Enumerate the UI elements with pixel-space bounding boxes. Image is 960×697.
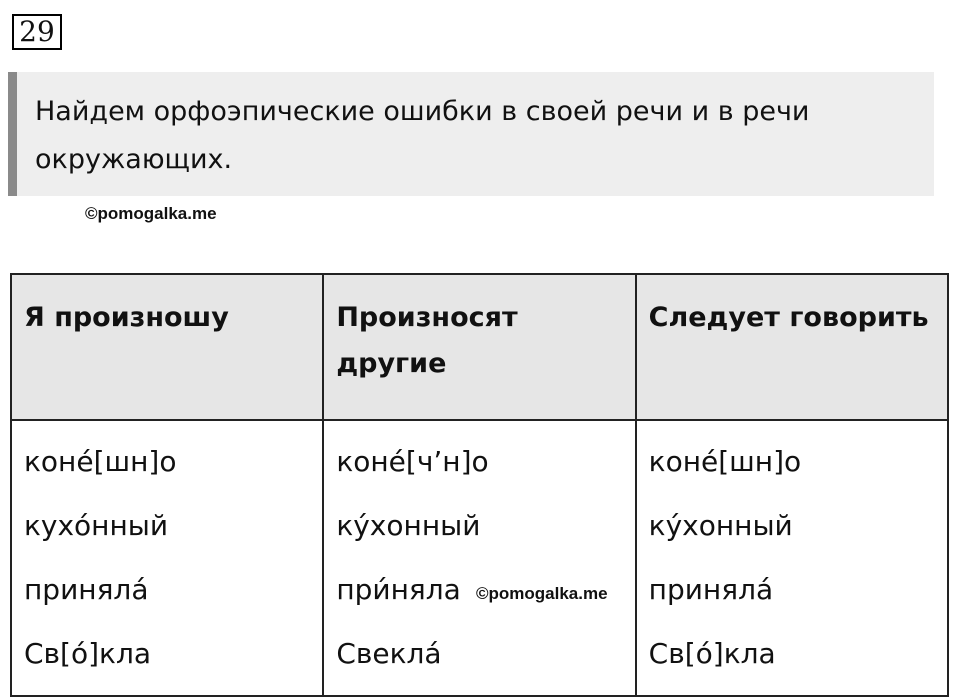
word-cell: коне́[ч’н]о — [336, 445, 489, 478]
word-cell: ку́хонный — [648, 509, 793, 542]
task-text: Найдем орфоэпические ошибки в своей речи и в речи окружающих. — [35, 96, 810, 175]
word-cell: кухо́нный — [24, 509, 169, 542]
watermark: ©pomogalka.me — [476, 584, 608, 603]
column-others-pronounce — [323, 420, 635, 696]
pronunciation-table — [10, 273, 949, 697]
table-header-row — [11, 274, 948, 420]
header-others-pronounce: Произносят другие — [323, 274, 635, 420]
task-number: 29 — [12, 14, 62, 50]
header-i-pronounce: Я произношу — [11, 274, 323, 420]
word-cell: ку́хонный — [336, 509, 481, 542]
word-cell: Св[ó]кла — [24, 637, 151, 670]
word-cell: приняла́ — [648, 573, 774, 606]
word-cell: Св[ó]кла — [648, 637, 776, 670]
column-should-say — [636, 420, 948, 696]
word-cell: приняла́ — [24, 573, 149, 606]
column-i-pronounce — [11, 420, 323, 696]
word-cell: Свекла́ — [336, 637, 442, 670]
task-box — [8, 72, 934, 196]
word-cell: коне́[шн]о — [648, 445, 802, 478]
word-cell: коне́[шн]о — [24, 445, 177, 478]
word-cell: при́няла — [336, 573, 461, 606]
table-row — [11, 420, 948, 696]
header-should-say: Следует говорить — [636, 274, 948, 420]
watermark: ©pomogalka.me — [85, 204, 217, 223]
